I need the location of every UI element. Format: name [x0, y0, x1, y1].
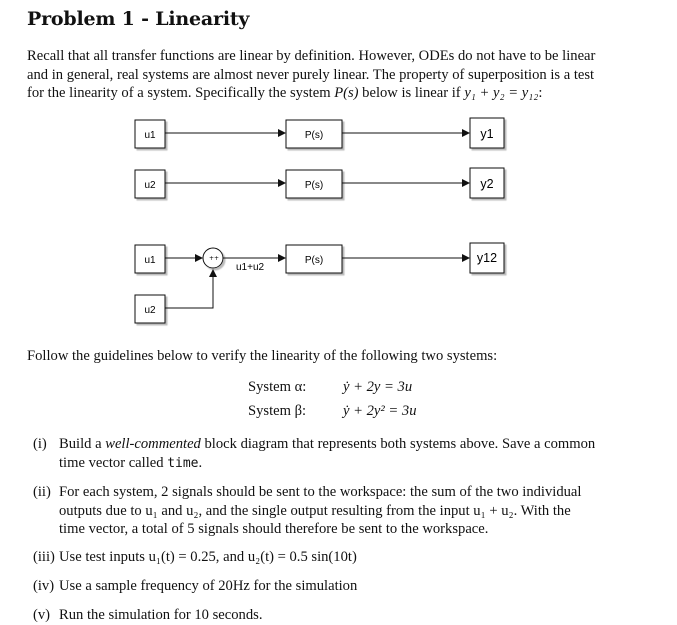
intro-math-ps: P(s) [334, 85, 359, 101]
row2-plant-label: P(s) [304, 180, 324, 191]
system-alpha-equation: ẏ + 2y = 3u [343, 379, 413, 395]
sum-signal-label: u1+u2 [236, 262, 265, 273]
row3-plant-label: P(s) [304, 255, 324, 266]
item-number: (ii) [33, 484, 51, 500]
problem-title: Problem 1 - Linearity [27, 8, 250, 30]
item-i-line-2 [33, 454, 595, 474]
intro-line-3-a: for the linearity of a system. Specifically the system [27, 85, 335, 101]
system-beta-equation: ẏ + 2y² = 3u [343, 403, 417, 419]
intro-line-3 [27, 84, 657, 103]
guideline-item-v [33, 606, 262, 625]
intro-line-3-c: : [538, 85, 543, 101]
block-diagram [0, 110, 677, 335]
item-number: (v) [33, 607, 51, 623]
sum-signs: ++ [209, 255, 220, 262]
item-i-line-2-a: time vector called [59, 454, 168, 471]
item-iv-text: Use a sample frequency of 20Hz for the simulation [59, 578, 358, 594]
system-beta [248, 403, 417, 420]
row3-input2-label: u2 [144, 305, 156, 316]
item-ii-line-3: time vector, a total of 5 signals should therefore be sent to the workspace. [59, 521, 489, 537]
intro-line-2: and in general, real systems are almost never purely linear. The property of superposition is a test [27, 66, 595, 83]
item-number: (iii) [33, 549, 55, 565]
row3-output-label: y12 [476, 251, 498, 265]
row2-input-label: u2 [144, 180, 156, 191]
guideline-item-iii [33, 548, 357, 567]
time-code: time [167, 455, 199, 471]
item-i-line-2-b: . [198, 454, 203, 471]
item-number: (iv) [33, 578, 55, 594]
intro-math-superposition: y₁ + y₂ = y₁₂ [464, 85, 539, 101]
item-ii-line-1: For each system, 2 signals should be sent to the workspace: the sum of the two individual [59, 484, 582, 500]
row3-input1-label: u1 [144, 255, 156, 266]
intro-line-1: Recall that all transfer functions are linear by definition. However, ODEs do not have to be linear [27, 48, 596, 64]
item-ii-line-2: outputs due to u₁ and u₂, and the single output resulting from the input u₁ + u₂. With the [59, 502, 571, 519]
item-i-emphasis: well-commented [105, 436, 201, 452]
item-iii-text: Use test inputs u₁(t) = 0.25, and u₂(t) = 0.5 sin(10t) [59, 549, 357, 565]
diagram-row-1 [135, 118, 504, 148]
intro-line-3-b: below is linear if [358, 85, 465, 101]
row3-signal-u2 [165, 270, 213, 308]
row1-plant-label: P(s) [304, 130, 324, 141]
system-alpha [248, 379, 412, 396]
item-i-text-a: Build a [59, 436, 106, 452]
guideline-item-i [33, 435, 595, 473]
item-number: (i) [33, 436, 47, 452]
follow-guidelines-text: Follow the guidelines below to verify the linearity of the following two systems: [27, 348, 498, 364]
guideline-item-iv [33, 577, 357, 596]
row1-output-label: y1 [480, 127, 494, 141]
guideline-item-ii [33, 483, 581, 539]
diagram-row-3 [135, 243, 504, 323]
item-v-text: Run the simulation for 10 seconds. [59, 607, 263, 623]
row2-output-label: y2 [480, 177, 494, 191]
system-beta-label: System β: [248, 403, 307, 419]
row1-input-label: u1 [144, 130, 156, 141]
intro-paragraph [27, 47, 657, 103]
diagram-row-2 [135, 168, 504, 198]
item-i-text-b: block diagram that represents both systems above. Save a common [200, 436, 596, 452]
system-alpha-label: System α: [248, 379, 307, 395]
